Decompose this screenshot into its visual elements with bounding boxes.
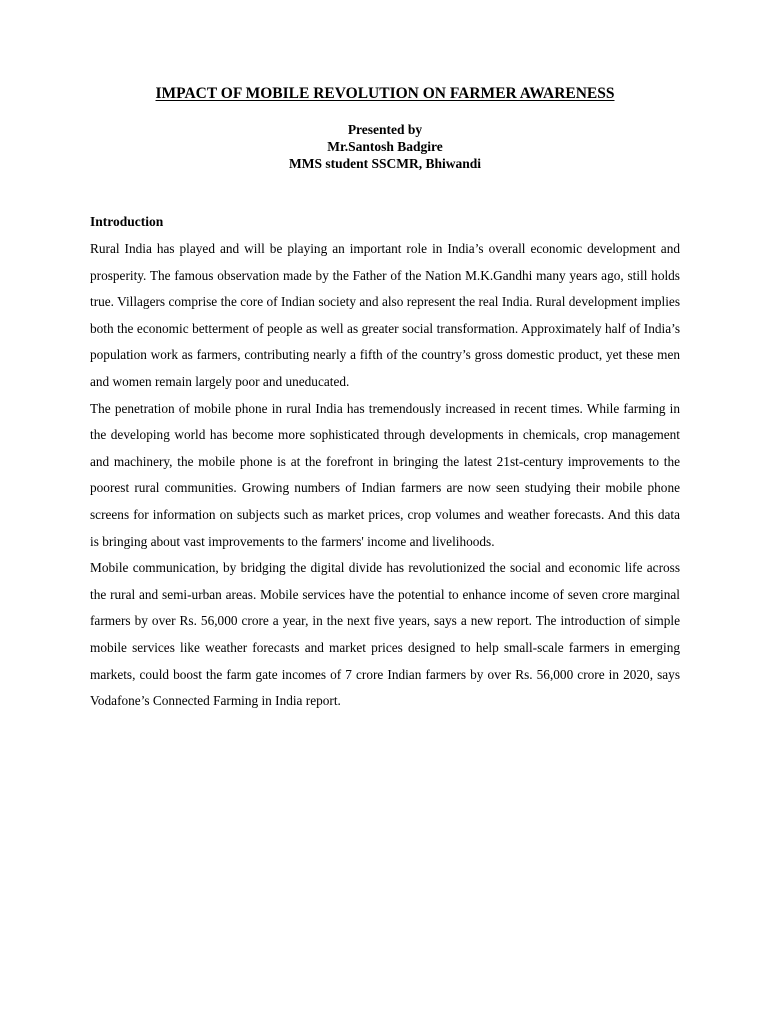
paragraph: Rural India has played and will be playing an important role in India’s overall economic development and prosperity. The famous observation made by the Father of the Nation M.K.Gandhi many years ago, still holds true. Villagers comprise the core of Indian society and also represent the real India. Rural development implies both the economic betterment of people as well as greater social transformation. Approximately half of India’s population work as farmers, contributing nearly a fifth of the country’s gross domestic product, yet these men and women remain largely poor and uneducated. <box>90 241 680 389</box>
section-body <box>90 236 680 715</box>
paragraph: Mobile communication, by bridging the digital divide has revolutionized the social and economic life across the rural and semi-urban areas. Mobile services have the potential to enhance income of seven crore marginal farmers by over Rs. 56,000 crore a year, in the next five years, says a new report. The introduction of simple mobile services like weather forecasts and market prices designed to help small-scale farmers in emerging markets, could boost the farm gate incomes of 7 crore Indian farmers by over Rs. 56,000 crore in 2020, says Vodafone’s Connected Farming in India report. <box>90 560 680 709</box>
document-title: IMPACT OF MOBILE REVOLUTION ON FARMER AWARENESS <box>155 85 615 102</box>
author-affiliation: MMS student SSCMR, Bhiwandi <box>288 156 482 171</box>
author-name: Mr.Santosh Badgire <box>327 139 443 154</box>
byline <box>90 121 680 172</box>
presented-by-label: Presented by <box>347 122 423 137</box>
paragraph: The penetration of mobile phone in rural India has tremendously increased in recent times. While farming in the developing world has become more sophisticated through developments in chemicals, crop management and machinery, the mobile phone is at the forefront in bringing the latest 21st-century improvements to the poorest rural communities. Growing numbers of Indian farmers are now seen studying their mobile phone screens for information on subjects such as market prices, crop volumes and weather forecasts. And this data is bringing about vast improvements to the farmers' income and livelihoods. <box>90 400 680 549</box>
section-heading: Introduction <box>90 214 164 229</box>
